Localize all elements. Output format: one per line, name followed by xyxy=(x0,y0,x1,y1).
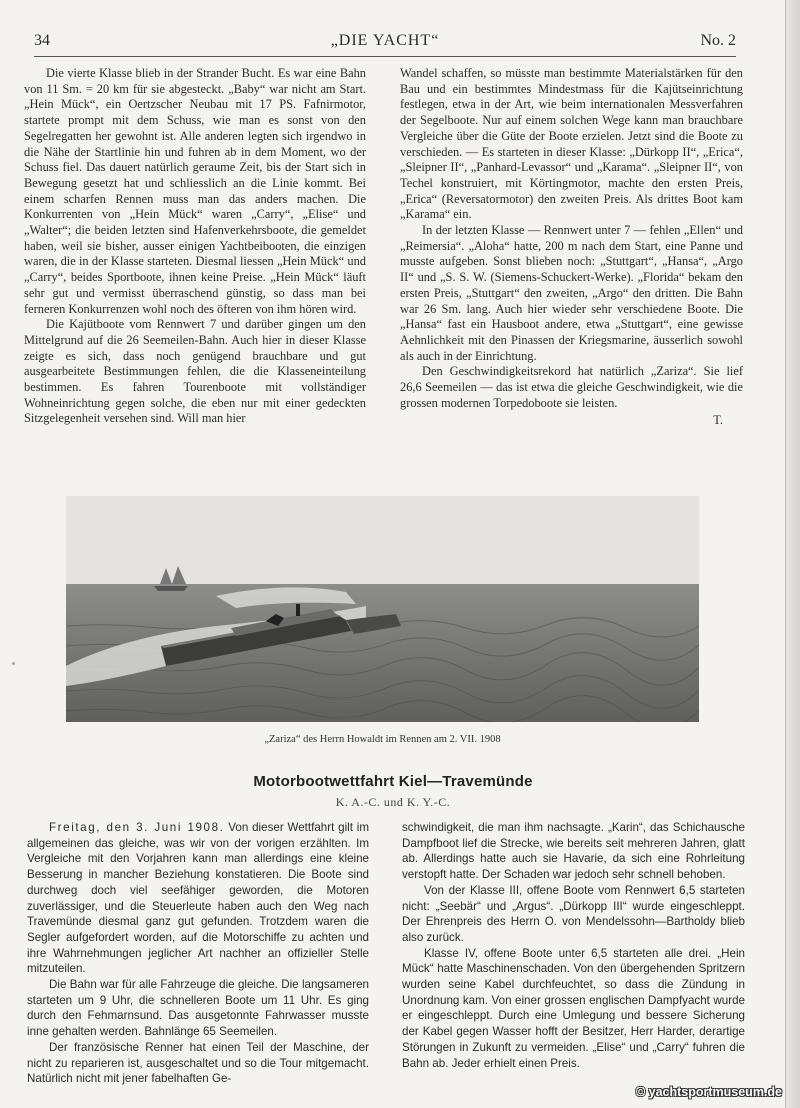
zariza-photo xyxy=(66,496,699,722)
page-number: 34 xyxy=(34,32,50,49)
column-4 xyxy=(402,820,745,1071)
paragraph: Klasse IV, offene Boote unter 6,5 starteten alle drei. „Hein Mück“ hatte Maschinenschaden. Von den übergehenden Spritzern wurden seine Kabel durchfeuchtet, so dass die Zündung in Unordnung kam. Von einer grossen englischen Dampfyacht wurde er eingeschleppt. Durch eine Umlegung und bessere Sicherung der Kabel gegen Wasser hofft der Besitzer, Herr Harder, derartige Störungen in Zukunft zu vermeiden. „Elise“ und „Carry“ fuhren die Bahn ab. Jeder erhielt einen Preis. xyxy=(402,946,745,1070)
paragraph: In der letzten Klasse — Rennwert unter 7 — fehlen „Ellen“ und „Reimersia“. „Aloha“ hatte, 200 m nach dem Start, eine Panne und musste aufgeben. Sonst blieben noch: „Stuttgart“, „Hansa“, „Argo II“ und „S. S. W. (Siemens-Schuckert-Werke). „Florida“ bekam den ersten Preis, „Stuttgart“ den zweiten, „Argo“ den dritten. Die Bahn war 26 Sm. lang. Auch hier wieder sehr verschiedene Boote. Die „Hansa“ fast ein Hausboot andere, etwa „Stuttgart“, eine gewisse Aehnlichkeit mit den Pinassen der Kriegsmarine, äusserlich sowohl als auch in der Einrichtung. xyxy=(400,223,743,363)
dateline: Freitag, den 3. Juni 1908. xyxy=(49,821,225,834)
column-1 xyxy=(24,66,366,427)
paragraph-text: Von dieser Wettfahrt gilt im allgemeinen das gleiche, was wir von der vorigen erzählten. Im Vergleiche mit den Vorjahren kann man allerdings eine kleine Besserung in mancher Beziehung konstatieren. Die Boote sind durchweg doch viel seefähiger geworden, die Motoren zuverlässiger, und die Steuerleute haben auch den Weg nach Travemünde diesmal ganz gut gefunden. Trotzdem waren die Segler aufgefordert worden, auf die Motorschiffe zu achten und ihre Wahrnehmungen jeglicher Art nachher an offizieller Stelle mitzuteilen. xyxy=(27,821,369,976)
photo-illustration xyxy=(66,496,699,722)
photo-caption: „Zariza“ des Herrn Howaldt im Rennen am 2. VII. 1908 xyxy=(264,734,501,745)
paragraph: schwindigkeit, die man ihm nachsagte. „Karin“, das Schichausche Dampfboot lief die Strecke, wie bereits seit mehreren Jahren, glatt ab. Allerdings hatte auch sie Havarie, da sich eine Rohrleitung verstopft hatte. Der Schaden war jedoch sehr schnell behoben. xyxy=(402,821,745,882)
watermark: © yachtsportmuseum.de xyxy=(635,1085,782,1099)
paragraph: Wandel schaffen, so müsste man bestimmte Materialstärken für den Bau und ein bestimmtes Mindestmass für die Kajütseinrichtung festlegen, etwa in der Art, wie beim internationalen Messverfahren der Segelboote. Nur auf einem solchen Wege kann man brauchbare Vergleiche über die Güte der Boote erzielen. Jetzt sind die Boote zu verschieden. — Es starteten in dieser Klasse: „Dürkopp II“, „Erica“, „Sleipner II“, „Panhard-Levassor“ und „Karama“. „Sleipner II“, von Techel konstruiert, mit Körtingmotor, machte den ersten Preis, „Erica“ (Reversatormotor) den zweiten Preis. Als drittes Boot kam „Karama“ ein. xyxy=(400,66,743,222)
issue-number: No. 2 xyxy=(700,32,736,49)
paragraph: Die vierte Klasse blieb in der Strander Bucht. Es war eine Bahn von 11 Sm. = 20 km für sie abgesteckt. „Baby“ war nicht am Start. „Hein Mück“, ein Oertzscher Neubau mit 17 PS. Fafnirmotor, startete prompt mit dem Schuss, wie man es sonst von den Segelregatten her gewohnt ist. Alle anderen legten sich irgendwo in die Nähe der Startlinie hin und fuhren ab in dem Moment, wo der Schuss fiel. Das dauert natürlich geraume Zeit, bis der Start sich in Bewegung gesetzt hat und schliesslich an die Linie kommt. Bei einem scharfen Rennen muss man das anders machen. Die Konkurrenten von „Hein Mück“ waren „Carry“, „Elise“ und „Walter“; die beiden letzten sind Hafenverkehrsboote, die gemeldet haben, weil sie bisher, ausser einigen Yachtbeibooten, die einzigen waren, die in der Klasse starteten. Diesmal liessen „Hein Mück“ und „Carry“, beides Sportboote, ihnen keine Preise. „Hein Mück“ läuft sehr gut und vermisst überraschend günstig, so dass man bei ferneren Konkurrenzen wohl noch des öfteren von ihm hören wird. xyxy=(24,66,366,316)
paragraph: Den Geschwindigkeitsrekord hat natürlich „Zariza“. Sie lief 26,6 Seemeilen — das ist etwa die gleiche Geschwindigkeit, wie die grossen modernen Torpedoboote sie leisten. xyxy=(400,364,743,410)
paragraph: Die Bahn war für alle Fahrzeuge die gleiche. Die langsameren starteten um 9 Uhr, die schnelleren Boote um 11 Uhr. Es ging durch den Fehmarnsund. Das ausgetonnte Fahrwasser musste inne gehalten werden. Bahnlänge 65 Seemeilen. xyxy=(27,978,369,1039)
author-signature: T. xyxy=(713,413,723,428)
page-edge xyxy=(785,0,800,1108)
scan-speck xyxy=(12,662,15,665)
sky xyxy=(66,496,699,586)
column-3 xyxy=(27,820,369,1087)
page-header xyxy=(34,32,736,57)
column-2 xyxy=(400,66,743,429)
journal-title: „DIE YACHT“ xyxy=(330,32,440,49)
paragraph xyxy=(27,820,369,977)
paragraph: Die Kajütboote vom Rennwert 7 und darüber gingen um den Mittelgrund auf die 26 Seemeilen-Bahn. Auch hier in dieser Klasse zeigte es sich, dass noch genügend brauchbare und gut ausgearbeitete Bestimmungen fehlen, die die Klasseneinteilung bestimmen. Es fahren Tourenboote mit vollständiger Wohneinrichtung gegen solche, die eben nur mit einer gedeckten Sitzgelegenheit versehen sind. Will man hier xyxy=(24,317,366,426)
article-subtitle: K. A.-C. und K. Y.-C. xyxy=(335,795,451,809)
paragraph: Der französische Renner hat einen Teil der Maschine, der nicht zu reparieren ist, ausgeschaltet und so die Tour mitgemacht. Natürlich nicht mit jener fabelhaften Ge- xyxy=(27,1040,369,1086)
paragraph: Von der Klasse III, offene Boote vom Rennwert 6,5 starteten nicht: „Seebär“ und „Argus“. „Dürkopp III“ wurde eingeschleppt. Der Ehrenpreis des Herrn O. von Mendelssohn—Bartholdy blieb also zurück. xyxy=(402,883,745,944)
article-title: Motorbootwettfahrt Kiel—Travemünde xyxy=(253,773,533,790)
